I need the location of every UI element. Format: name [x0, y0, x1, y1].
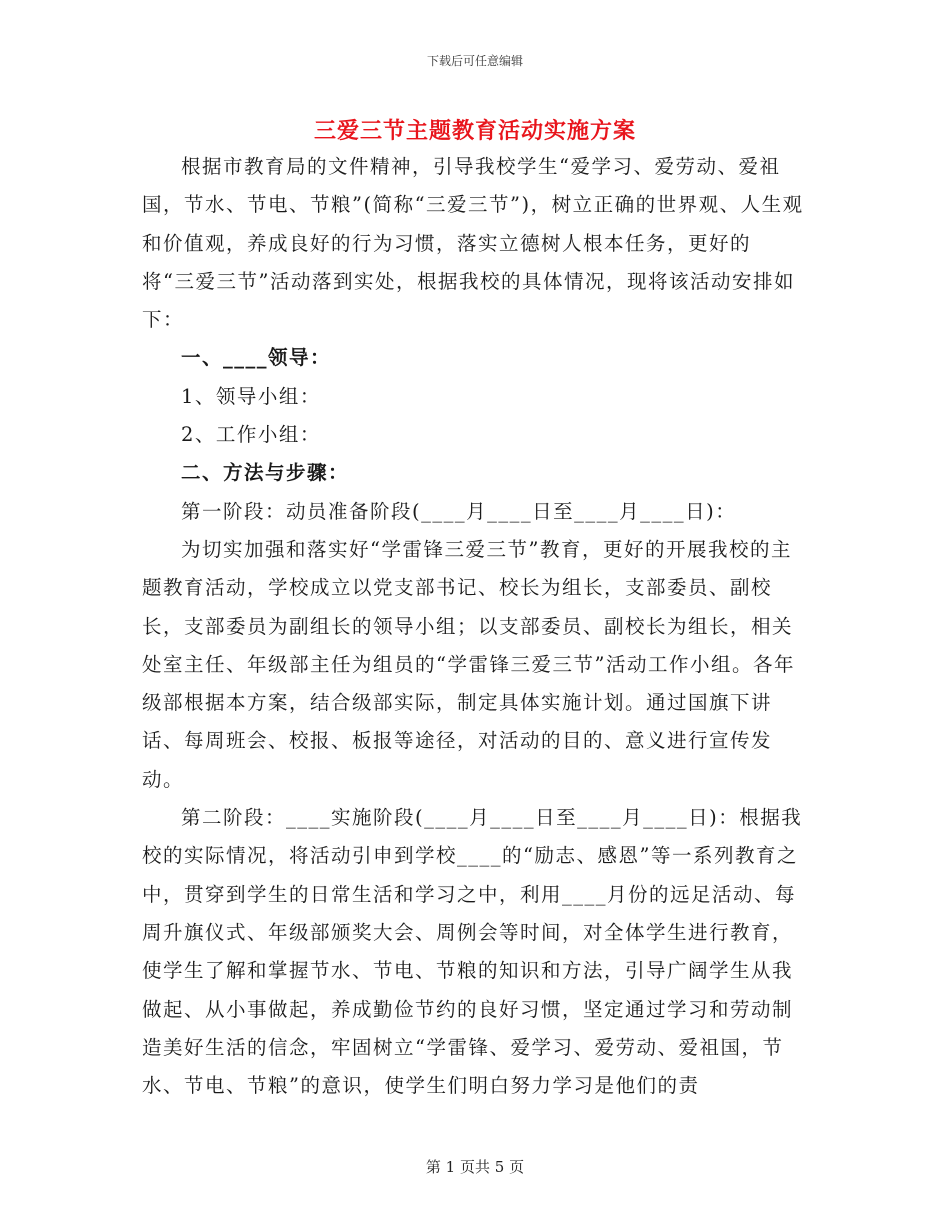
intro-paragraph: 根据市教育局的文件精神，引导我校学生“爱学习、爱劳动、爱祖国，节水、节电、节粮”(简称“三爱三节”)，树立正确的世界观、人生观和价值观，养成良好的行为习惯，落实立德树人根本任务，更好的将“三爱三节”活动落到实处，根据我校的具体情况，现将该活动安排如下：	[142, 155, 804, 332]
stage-two-paragraph: 第二阶段：____实施阶段(____月____日至____月____日)：根据我校的实际情况，将活动引申到学校____的“励志、感恩”等一系列教育之中，贯穿到学生的日常生活和学习之中，利用____月份的远足活动、每周升旗仪式、年级部颁奖大会、周例会等时间，对全体学生进行教育，使学生了解和掌握节水、节电、节粮的知识和方法，引导广阔学生从我做起、从小事做起，养成勤俭节约的良好习惯，坚定通过学习和劳动制造美好生活的信念，牢固树立“学雷锋、爱学习、爱劳动、爱祖国，节水、节电、节粮”的意识，使学生们明白努力学习是他们的责	[142, 806, 803, 1098]
header-note: 下载后可任意编辑	[426, 54, 523, 68]
document-title: 三爱三节主题教育活动实施方案	[313, 118, 636, 144]
section-heading-methods: 二、方法与步骤：	[181, 461, 350, 485]
list-item-leading-group: 1、领导小组：	[181, 384, 321, 408]
stage-one-heading: 第一阶段：动员准备阶段(____月____日至____月____日)：	[181, 499, 737, 523]
list-item-working-group: 2、工作小组：	[181, 423, 321, 447]
stage-one-paragraph: 为切实加强和落实好“学雷锋三爱三节”教育，更好的开展我校的主题教育活动，学校成立以党支部书记、校长为组长，支部委员、副校长，支部委员为副组长的领导小组；以支部委员、副校长为组长，相关处室主任、年级部主任为组员的“学雷锋三爱三节”活动工作小组。各年级部根据本方案，结合级部实际，制定具体实施计划。通过国旗下讲话、每周班会、校报、板报等途径，对活动的目的、意义进行宣传发动。	[142, 537, 795, 791]
page-number: 第 1 页共 5 页	[425, 1158, 525, 1176]
document-body	[142, 148, 804, 1105]
section-heading-leadership: 一、____领导：	[181, 346, 332, 370]
